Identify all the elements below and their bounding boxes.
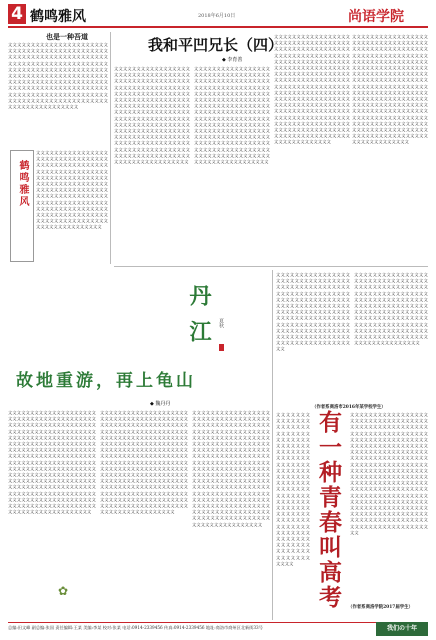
- section-divider: [114, 266, 428, 267]
- center-article-body-col2: 文文文文文文文文文文文文文文文文文文文文文文文文文文文文文文文文文文文文文文文文文文文文文文文文文文文文文文文文文文文文文文文文文文文文文文文文文文文文文文文文文文文文文文文文文文文文文文文文文文文文文文文文文文文文文文文文文文文文文文文文文文文文文文文文文文文文文文文文文文文文文文文文文文文文文文文文文文文文文文文文文文文文文文文文文文文文文文文文文文文文文文文文文文文文文文文文文文文文文文文文文文文文文文文文文文文文文文文文文文文文文文文文文文文文文文文文文文文文文文文文文文文文文文文文文文文文文文文文文文文文文文文文文文文文文文文文: [194, 66, 270, 165]
- paper-name: 鹤鸣雅风: [30, 9, 86, 25]
- column-divider: [110, 32, 111, 264]
- footer-credit-upper: （作者系商洛市2016年某学校学生）: [312, 405, 386, 410]
- decorative-flower-icon: ✿: [58, 584, 69, 598]
- section-name: 尚语学院: [348, 9, 404, 25]
- lower-left-body-col2: 文文文文文文文文文文文文文文文文文文文文文文文文文文文文文文文文文文文文文文文文文文文文文文文文文文文文文文文文文文文文文文文文文文文文文文文文文文文文文文文文文文文文文文文文文文文文文文文文文文文文文文文文文文文文文文文文文文文文文文文文文文文文文文文文文文文文文文文文文文文文文文文文文文文文文文文文文文文文文文文文文文文文文文文文文文文文文文文文文文文文文文文文文文文文文文文文文文文文文文文文文文文文文文文文文文文文文文文文文文文文文文文文文文文文文文文文文文文文文文文文文文文文文文文文文文文文文文文文文文文文文文文文文文文文文文文文文文文文文文文文文文文文文文文文文文文文文文文文文文文文文文文文文文文文文文文文文文文文文文文文文文文文文文文文文文文文文文文文文: [100, 410, 188, 515]
- footer-badge: 我们の十年: [376, 622, 428, 636]
- calligraphy-artwork: 丹江: [186, 284, 212, 356]
- right-lower-body-col2: 文文文文文文文文文文文文文文文文文文文文文文文文文文文文文文文文文文文文文文文文文文文文文文文文文文文文文文文文文文文文文文文文文文文文文文文文文文文文文文文文文文文文文文文文文文文文文文文文文文文文文文文文文文文文文文文文文文文文文文文文文文文文文文文文文文文文文文文文文文文文文文文文文文文文文文文文文文文文文文文文文文文文文文文文文文文文文文文文文文文文文文文文文文文文文文文: [354, 272, 428, 346]
- center-article-author: ◆ 李育善: [222, 57, 243, 63]
- page-number-block: 4: [8, 4, 26, 24]
- right-article-body-col1: 文文文文文文文文文文文文文文文文文文文文文文文文文文文文文文文文文文文文文文文文文文文文文文文文文文文文文文文文文文文文文文文文文文文文文文文文文文文文文文文文文文文文文文文文文文文文文文文文文文文文文文文文文文文文文文文文文文文文文文文文文文文文文文文文文文文文文文文文文文文文文文文文文文文文文文文文文文文文文文文文文文文文文文文文文文文文: [276, 412, 310, 566]
- left-article-body-lower: 文文文文文文文文文文文文文文文文文文文文文文文文文文文文文文文文文文文文文文文文文文文文文文文文文文文文文文文文文文文文文文文文文文文文文文文文文文文文文文文文文文文文文文文文文文文文文文文文文文文文文文文文文文文文文文文文文文文文文文文文文文文文文文文文文文文文文文文文文文文文文文文文文文文文文文文文文文文文文文文文文文文文文文文文文文文文文文文文文文文文文文文文文文文文文文文文文文文文文文文文文文文文文文文: [36, 150, 108, 230]
- right-article-body-col2: 文文文文文文文文文文文文文文文文文文文文文文文文文文文文文文文文文文文文文文文文文文文文文文文文文文文文文文文文文文文文文文文文文文文文文文文文文文文文文文文文文文文文文文文文文文文文文文文文文文文文文文文文文文文文文文文文文文文文文文文文文文文文文文文文文文文文文文文文文文文文文文文文文文文文文文文文文文文文文文文文文文文文文文文文文文文文文文文文文文文文文文文文文文文文文文文文文文文文文文文文文文文文文文文文文文文文文文文文文文文文文文文文文文文文文文文文文文文文文文文文文文文文文文文文文文文文文文文文文文文文文文文文文文文文文文文文文文文文文文文文文文文文文文文文文文文文文文文文文文文文文文文文文文文文文文文文文文文文文文文文文文文文文: [350, 412, 428, 535]
- footer-credit-lower: （作者系商洛学院2017届学生）: [348, 605, 413, 610]
- left-article-body: 文文文文文文文文文文文文文文文文文文文文文文文文文文文文文文文文文文文文文文文文文文文文文文文文文文文文文文文文文文文文文文文文文文文文文文文文文文文文文文文文文文文文文文文文文文文文文文文文文文文文文文文文文文文文文文文文文文文文文文文文文文文文文文文文文文文文文文文文文文文文文文文文文文文文文文文文文文文文文文文文文文文文文文文文文文文文文文文文文文文文文文文文文文文文文文文文文文文文文文文文文文文文文文文文文文文文文文文文文文文文文文文文文文文文文文文文文文文文: [8, 42, 108, 110]
- lower-left-body-col1: 文文文文文文文文文文文文文文文文文文文文文文文文文文文文文文文文文文文文文文文文文文文文文文文文文文文文文文文文文文文文文文文文文文文文文文文文文文文文文文文文文文文文文文文文文文文文文文文文文文文文文文文文文文文文文文文文文文文文文文文文文文文文文文文文文文文文文文文文文文文文文文文文文文文文文文文文文文文文文文文文文文文文文文文文文文文文文文文文文文文文文文文文文文文文文文文文文文文文文文文文文文文文文文文文文文文文文文文文文文文文文文文文文文文文文文文文文文文文文文文文文文文文文文文文文文文文文文文文文文文文文文文文文文文文文文文文文文文文文文文文文文文文文文文文文文文文文文文文文文文文文文文文文文文文文文文文文文文文文文文文文文文文文文文文文文文文文文文文文文文: [8, 410, 96, 515]
- vertical-label: 鹤鸣雅风: [17, 160, 28, 208]
- calligraphy-seal: [219, 344, 224, 351]
- masthead-rule: [8, 26, 428, 28]
- page-date: 2018年6月10日: [198, 13, 236, 19]
- lower-left-author: ◆ 魏丹丹: [150, 401, 171, 407]
- lower-left-body-col3: 文文文文文文文文文文文文文文文文文文文文文文文文文文文文文文文文文文文文文文文文文文文文文文文文文文文文文文文文文文文文文文文文文文文文文文文文文文文文文文文文文文文文文文文文文文文文文文文文文文文文文文文文文文文文文文文文文文文文文文文文文文文文文文文文文文文文文文文文文文文文文文文文文文文文文文文文文文文文文文文文文文文文文文文文文文文文文文文文文文文文文文文文文文文文文文文文文文文文文文文文文文文文文文文文文文文文文文文文文文文文文文文文文文文文文文文文文文文文文文文文文文文文文文文文文文文文文文文文文文文文文文文文文文文文文文文文文文文文文文文文文文文文文文文文文文文文文文文文文文文文文文文文文文文文文文文文文文文文文文文文文文: [192, 410, 270, 527]
- footer-rule: [8, 622, 428, 623]
- right-article-title: 有一种青春叫高考: [315, 410, 342, 610]
- footer-text: 总编:田文峰 副总编:张国 责任编辑:王某 美编:李某 校对:张某 电话:0914-2339456 传真:0914-2339456 地址:商洛市商州区北新街33号: [8, 625, 263, 630]
- center-article-body-col3: 文文文文文文文文文文文文文文文文文文文文文文文文文文文文文文文文文文文文文文文文文文文文文文文文文文文文文文文文文文文文文文文文文文文文文文文文文文文文文文文文文文文文文文文文文文文文文文文文文文文文文文文文文文文文文文文文文文文文文文文文文文文文文文文文文文文文文文文文文文文文文文文文文文文文文文文文文文文文文文文文文文文文文文文文文文文文文文文文文文文文文文文文文文文文文文文文文文文文文文文文文文文文文文文文文文文文文文文文文文文文文文文文文文文文文文文文文文文文文文文文文文文文文文文文文文文文文文文文文文文文文文文文文文文文文文文文文文文文文文文文文文文文文文文文文文文文文文文文文文文文文文: [274, 34, 350, 145]
- center-article-title: 我和平凹兄长（四）: [148, 36, 284, 54]
- center-article-body-col4: 文文文文文文文文文文文文文文文文文文文文文文文文文文文文文文文文文文文文文文文文文文文文文文文文文文文文文文文文文文文文文文文文文文文文文文文文文文文文文文文文文文文文文文文文文文文文文文文文文文文文文文文文文文文文文文文文文文文文文文文文文文文文文文文文文文文文文文文文文文文文文文文文文文文文文文文文文文文文文文文文文文文文文文文文文文文文文文文文文文文文文文文文文文文文文文文文文文文文文文文文文文文文文文文文文文文文文文文文文文文文文文文文文文文文文文文文文文文文文文文文文文文文文文文文文文文文文文文文文文文文文文文文文文文文文文文文文文文文文文文文文文文文文文文文文文文文文文文文文文文文文文: [352, 34, 428, 145]
- right-lower-body-col1: 文文文文文文文文文文文文文文文文文文文文文文文文文文文文文文文文文文文文文文文文文文文文文文文文文文文文文文文文文文文文文文文文文文文文文文文文文文文文文文文文文文文文文文文文文文文文文文文文文文文文文文文文文文文文文文文文文文文文文文文文文文文文文文文文文文文文文文文文文文文文文文文文文文文文文文文文文文文文文文文文文文文文文文文文文文文文文文文文文文文文文文文文文文文文文文文文文文: [276, 272, 350, 352]
- column-divider-right: [272, 270, 273, 620]
- banner-title: 故地重游，再上龟山: [16, 371, 196, 391]
- left-article-title: 也是一种吾道: [46, 32, 88, 41]
- calligraphy-caption: 夏秋: [218, 318, 224, 328]
- center-article-body-col1: 文文文文文文文文文文文文文文文文文文文文文文文文文文文文文文文文文文文文文文文文文文文文文文文文文文文文文文文文文文文文文文文文文文文文文文文文文文文文文文文文文文文文文文文文文文文文文文文文文文文文文文文文文文文文文文文文文文文文文文文文文文文文文文文文文文文文文文文文文文文文文文文文文文文文文文文文文文文文文文文文文文文文文文文文文文文文文文文文文文文文文文文文文文文文文文文文文文文文文文文文文文文文文文文文文文文文文文文文文文文文文文文文文文文文文文文文文文文文文文文文文文文文文文文文文文文文文文文文文文文文文文文文文文文文文文文文: [114, 66, 190, 165]
